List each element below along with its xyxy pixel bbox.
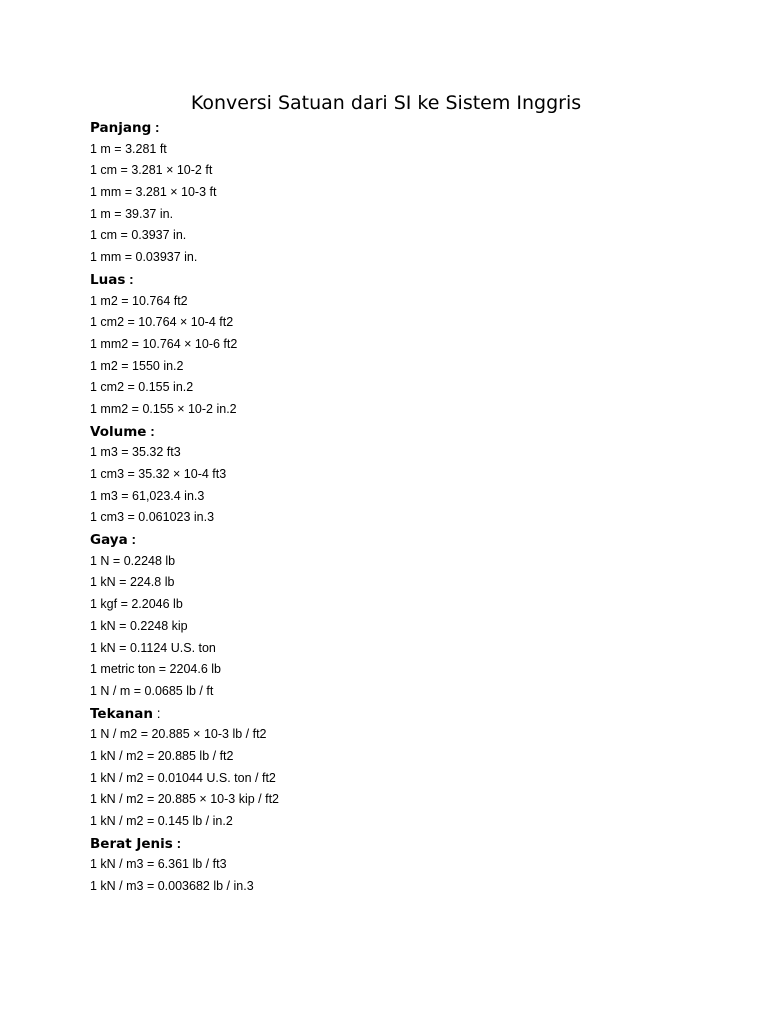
conversion-entry: 1 cm3 = 35.32 × 10-4 ft3 — [90, 467, 227, 481]
section-heading-panjang — [90, 117, 730, 139]
conversion-entry: 1 N / m2 = 20.885 × 10-3 lb / ft2 — [90, 727, 267, 742]
conversion-entry: 1 m2 = 1550 in.2 — [90, 358, 184, 373]
conversion-entry: 1 m2 = 10.764 ft2 — [90, 293, 188, 308]
section-heading-label: Luas — [90, 271, 126, 288]
section-heading-luas — [90, 269, 730, 291]
section-heading-colon: : — [146, 423, 155, 439]
section-heading-label: Volume — [90, 423, 147, 440]
conversion-entry: 1 mm2 = 10.764 × 10-6 ft2 — [90, 336, 238, 351]
conversion-entry: 1 kN = 0.2248 kip — [90, 618, 188, 633]
conversion-entry: 1 m3 = 35.32 ft3 — [90, 445, 181, 460]
conversion-entry: 1 kN / m2 = 0.145 lb / in.2 — [90, 814, 233, 828]
conversion-list — [90, 117, 730, 898]
conversion-entry: 1 mm = 0.03937 in. — [90, 250, 198, 265]
conversion-entry: 1 kN / m2 = 0.01044 U.S. ton / ft2 — [90, 770, 276, 785]
section-heading-gaya — [90, 529, 730, 551]
conversion-entry: 1 cm2 = 0.155 in.2 — [90, 380, 194, 395]
section-heading-label: Berat Jenis — [90, 835, 173, 852]
conversion-entry: 1 m = 39.37 in. — [90, 206, 174, 221]
document-title: Konversi Satuan dari SI ke Sistem Inggris — [190, 92, 582, 114]
conversion-entry: 1 kN / m2 = 20.885 × 10-3 kip / ft2 — [90, 792, 279, 807]
section-heading-label: Panjang — [90, 120, 152, 136]
conversion-entry: 1 kN / m3 = 0.003682 lb / in.3 — [90, 879, 254, 894]
conversion-entry: 1 m = 3.281 ft — [90, 141, 167, 156]
conversion-entry: 1 mm = 3.281 × 10-3 ft — [90, 185, 217, 200]
conversion-entry: 1 m3 = 61,023.4 in.3 — [90, 488, 205, 503]
conversion-entry: 1 cm = 3.281 × 10-2 ft — [90, 163, 213, 178]
conversion-entry: 1 N = 0.2248 lb — [90, 553, 176, 568]
conversion-entry: 1 cm = 0.3937 in. — [90, 228, 187, 243]
section-heading-colon: : — [127, 532, 136, 548]
conversion-entry: 1 N / m = 0.0685 lb / ft — [90, 683, 214, 698]
section-heading-colon: : — [151, 120, 160, 135]
conversion-entry: 1 kN = 224.8 lb — [90, 575, 175, 590]
section-heading-berat-jenis — [90, 833, 730, 855]
conversion-entry: 1 kN / m3 = 6.361 lb / ft3 — [90, 857, 227, 872]
section-heading-colon: : — [172, 835, 182, 851]
section-heading-label: Gaya — [90, 532, 128, 549]
section-heading-label: Tekanan — [90, 705, 153, 722]
conversion-entry: 1 mm2 = 0.155 × 10-2 in.2 — [90, 401, 237, 416]
conversion-entry: 1 kN / m2 = 20.885 lb / ft2 — [90, 748, 234, 763]
conversion-entry: 1 cm2 = 10.764 × 10-4 ft2 — [90, 315, 234, 330]
conversion-entry: 1 metric ton = 2204.6 lb — [90, 662, 221, 677]
conversion-entry: 1 kN = 0.1124 U.S. ton — [90, 640, 216, 655]
section-heading-colon: : — [153, 705, 161, 721]
conversion-entry: 1 kgf = 2.2046 lb — [90, 597, 183, 612]
section-heading-colon: : — [125, 271, 134, 287]
section-heading-tekanan — [90, 703, 730, 725]
section-heading-volume — [90, 421, 730, 443]
conversion-entry: 1 cm3 = 0.061023 in.3 — [90, 510, 215, 525]
